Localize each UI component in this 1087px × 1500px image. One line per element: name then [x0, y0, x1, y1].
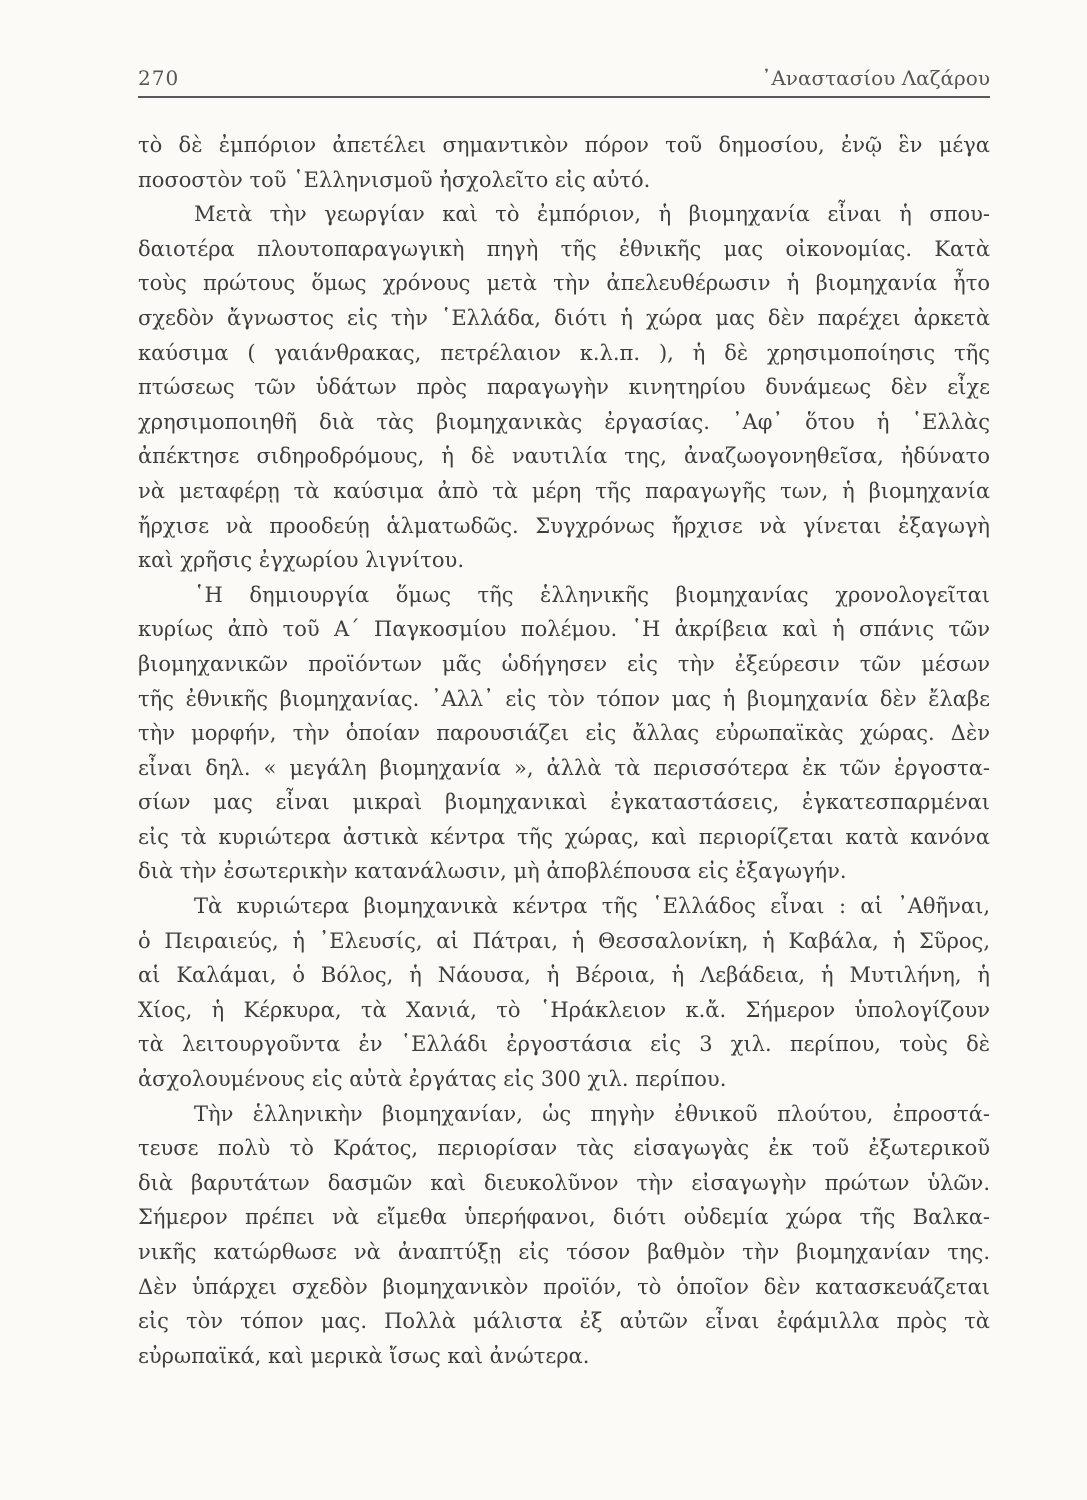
text-line: εἰς τὰ κυριώτερα ἀστικὰ κέντρα τῆς χώρας, καὶ περιορίζεται κατὰ κανόνα: [138, 824, 990, 849]
text-line: τῆς ἐθνικῆς βιομηχανίας. ᾿Αλλ᾿ εἰς τὸν τόπον μας ἡ βιομηχανία δὲν ἔλαβε: [138, 686, 990, 711]
text-line: ἤρχισε νὰ προοδεύῃ ἁλματωδῶς. Συγχρόνως ἤρχισε νὰ γίνεται ἐξαγωγὴ: [138, 513, 990, 538]
text-line: τὴν μορφήν, τὴν ὁποίαν παρουσιάζει εἰς ἄλλας εὐρωπαϊκὰς χώρας. Δὲν: [138, 721, 990, 746]
text-line: εἶναι δηλ. « μεγάλη βιομηχανία », ἀλλὰ τὰ περισσότερα ἐκ τῶν ἐργοστα-: [138, 755, 990, 780]
text-line: Μετὰ τὴν γεωργίαν καὶ τὸ ἐμπόριον, ἡ βιομηχανία εἶναι ἡ σπου-: [194, 202, 990, 227]
text-line: ἀπέκτησε σιδηροδρόμους, ἡ δὲ ναυτιλία της, ἀναζωογονηθεῖσα, ἠδύνατο: [138, 444, 990, 469]
text-line: νικῆς κατώρθωσε νὰ ἀναπτύξῃ εἰς τόσον βαθμὸν τὴν βιομηχανίαν της.: [138, 1240, 990, 1264]
text-line: χρησιμοποιηθῆ διὰ τὰς βιομηχανικὰς ἐργασίας. ᾿Αφ᾿ ὅτου ἡ ῾Ελλὰς: [138, 409, 990, 434]
body-text: [138, 128, 990, 1373]
text-line: εἰς τὸν τόπον μας. Πολλὰ μάλιστα ἐξ αὐτῶν εἶναι ἐφάμιλλα πρὸς τὰ: [138, 1309, 990, 1334]
text-line: Τὴν ἑλληνικὴν βιομηχανίαν, ὡς πηγὴν ἐθνικοῦ πλούτου, ἐπροστά-: [194, 1101, 990, 1126]
text-line: ῾Η δημιουργία ὅμως τῆς ἑλληνικῆς βιομηχανίας χρονολογεῖται: [194, 582, 990, 607]
text-line: πτώσεως τῶν ὑδάτων πρὸς παραγωγὴν κινητηρίου δυνάμεως δὲν εἶχε: [138, 375, 990, 400]
text-line: δαιοτέρα πλουτοπαραγωγικὴ πηγὴ τῆς ἐθνικῆς μας οἰκονομίας. Κατὰ: [138, 236, 990, 261]
page-number: 270: [138, 66, 180, 90]
text-line: εὐρωπαϊκά, καὶ μερικὰ ἴσως καὶ ἀνώτερα.: [138, 1343, 590, 1368]
text-line: διὰ τὴν ἐσωτερικὴν κατανάλωσιν, μὴ ἀποβλέπουσα εἰς ἐξαγωγήν.: [138, 859, 847, 884]
text-line: διὰ βαρυτάτων δασμῶν καὶ διευκολῦνον τὴν εἰσαγωγὴν πρώτων ὑλῶν.: [138, 1170, 990, 1195]
text-line: τὸ δὲ ἐμπόριον ἀπετέλει σημαντικὸν πόρον τοῦ δημοσίου, ἐνῷ ἓν μέγα: [138, 133, 990, 157]
text-line: τοὺς πρώτους ὅμως χρόνους μετὰ τὴν ἀπελευθέρωσιν ἡ βιομηχανία ἦτο: [138, 271, 990, 296]
text-line: βιομηχανικῶν προϊόντων μᾶς ὡδήγησεν εἰς τὴν ἐξεύρεσιν τῶν μέσων: [138, 651, 990, 676]
text-line: ἀσχολουμένους εἰς αὐτὰ ἐργάτας εἰς 300 χιλ. περίπου.: [138, 1067, 727, 1092]
text-line: σχεδὸν ἄγνωστος εἰς τὴν ῾Ελλάδα, διότι ἡ χώρα μας δὲν παρέχει ἀρκετὰ: [138, 305, 990, 330]
text-line: αἱ Καλάμαι, ὁ Βόλος, ἡ Νάουσα, ἡ Βέροια, ἡ Λεβάδεια, ἡ Μυτιλήνη, ἡ: [138, 963, 990, 988]
text-line: κυρίως ἀπὸ τοῦ Α΄ Παγκοσμίου πολέμου. ῾Η ἀκρίβεια καὶ ἡ σπάνις τῶν: [138, 617, 990, 642]
text-line: καὶ χρῆσις ἐγχωρίου λιγνίτου.: [138, 548, 465, 573]
text-line: νὰ μεταφέρῃ τὰ καύσιμα ἀπὸ τὰ μέρη τῆς παραγωγῆς των, ἡ βιομηχανία: [138, 478, 990, 503]
text-line: ποσοστὸν τοῦ ῾Ελληνισμοῦ ἠσχολεῖτο εἰς αὐτό.: [138, 167, 651, 192]
text-line: καύσιμα ( γαιάνθρακας, πετρέλαιον κ.λ.π. ), ἡ δὲ χρησιμοποίησις τῆς: [138, 340, 990, 365]
running-head: ᾿Αναστασίου Λαζάρου: [761, 66, 990, 90]
text-line: Χίος, ἡ Κέρκυρα, τὰ Χανιά, τὸ ῾Ηράκλειον κ.ἄ. Σήμερον ὑπολογίζουν: [138, 997, 990, 1022]
text-line: τὰ λειτουργοῦντα ἐν ῾Ελλάδι ἐργοστάσια εἰς 3 χιλ. περίπου, τοὺς δὲ: [138, 1032, 990, 1057]
text-line: ὁ Πειραιεύς, ἡ ᾿Ελευσίς, αἱ Πάτραι, ἡ Θεσσαλονίκη, ἡ Καβάλα, ἡ Σῦρος,: [138, 928, 990, 953]
text-line: Τὰ κυριώτερα βιομηχανικὰ κέντρα τῆς ῾Ελλάδος εἶναι : αἱ ᾿Αθῆναι,: [194, 894, 990, 919]
text-line: σίων μας εἶναι μικραὶ βιομηχανικαὶ ἐγκαταστάσεις, ἐγκατεσπαρμέναι: [138, 790, 990, 815]
text-line: Σήμερον πρέπει νὰ εἴμεθα ὑπερήφανοι, διότι οὐδεμία χώρα τῆς Βαλκα-: [138, 1205, 990, 1230]
text-line: τευσε πολὺ τὸ Κράτος, περιορίσαν τὰς εἰσαγωγὰς ἐκ τοῦ ἐξωτερικοῦ: [138, 1136, 990, 1161]
text-line: Δὲν ὑπάρχει σχεδὸν βιομηχανικὸν προϊόν, τὸ ὁποῖον δὲν κατασκευάζεται: [138, 1274, 990, 1299]
page-header: [138, 62, 990, 98]
